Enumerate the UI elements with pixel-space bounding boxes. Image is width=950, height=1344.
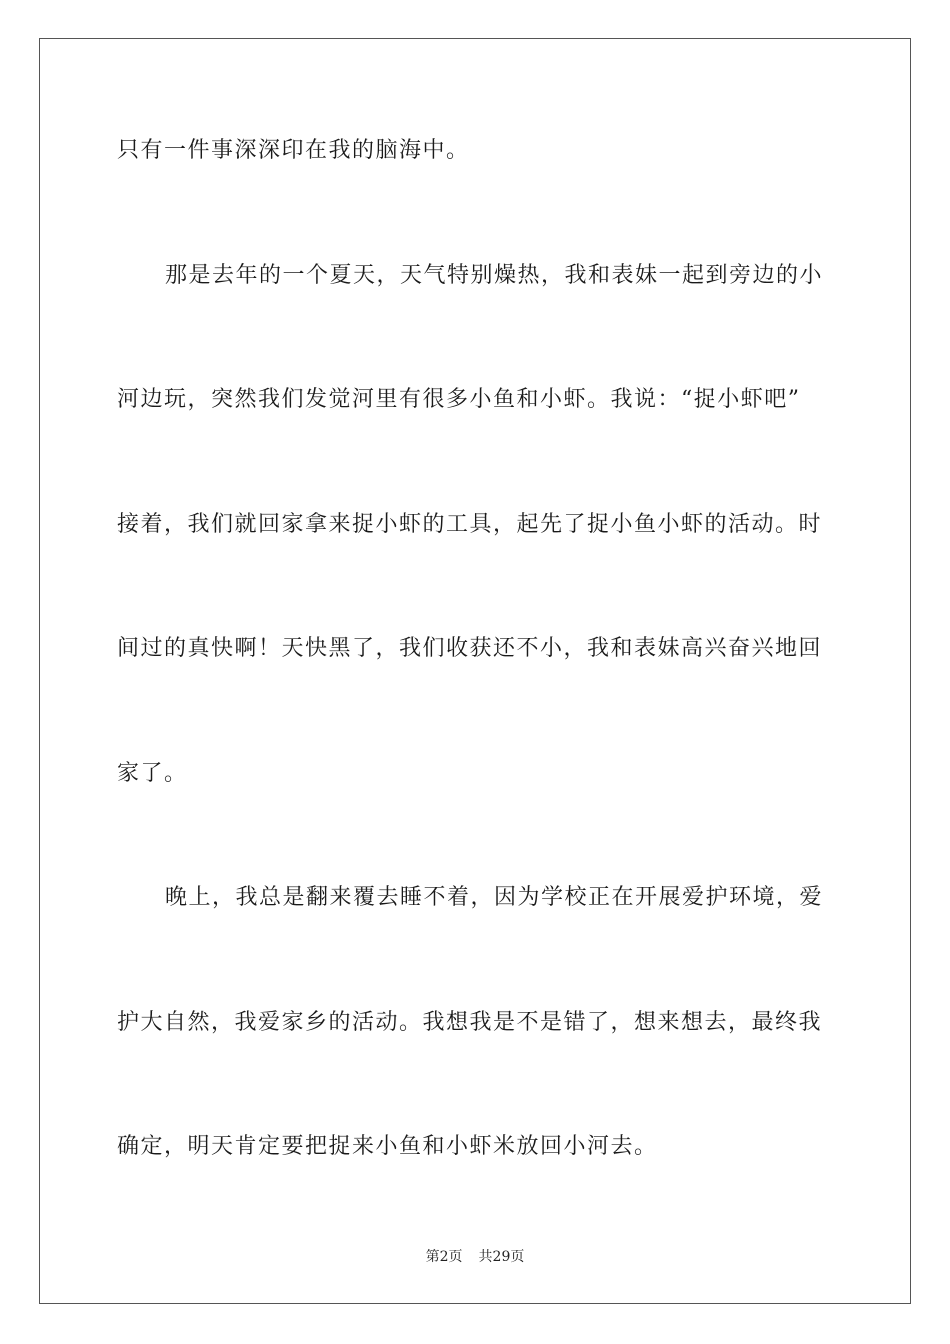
text-line-8: 护大自然，我爱家乡的活动。我想我是不是错了，想来想去，最终我	[117, 1010, 823, 1035]
text-line-6: 家了。	[117, 761, 188, 786]
page-border	[39, 38, 911, 1304]
text-line-5: 间过的真快啊！天快黑了，我们收获还不小，我和表妹高兴奋兴地回	[117, 636, 823, 661]
text-line-9: 确定，明天肯定要把捉来小鱼和小虾米放回小河去。	[117, 1134, 658, 1159]
text-line-2: 那是去年的一个夏天，天气特别燥热，我和表妹一起到旁边的小	[165, 263, 824, 288]
text-line-1: 只有一件事深深印在我的脑海中。	[117, 138, 470, 163]
text-line-7: 晚上，我总是翻来覆去睡不着，因为学校正在开展爱护环境，爱	[165, 885, 824, 910]
text-line-4: 接着，我们就回家拿来捉小虾的工具，起先了捉小鱼小虾的活动。时	[117, 512, 823, 537]
page-footer	[0, 1247, 950, 1267]
text-line-3: 河边玩，突然我们发觉河里有很多小鱼和小虾。我说：“捉小虾吧”	[117, 387, 801, 412]
page-number: 第2页	[425, 1249, 463, 1265]
page-total: 共29页	[478, 1249, 525, 1265]
